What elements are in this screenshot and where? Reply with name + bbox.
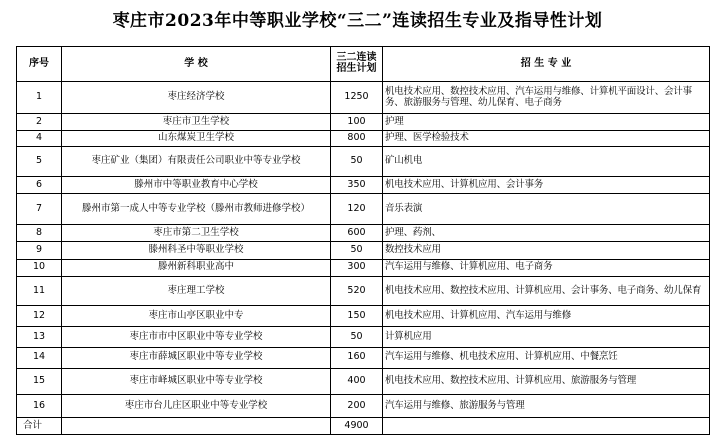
table-row — [17, 194, 710, 224]
table-row — [17, 242, 710, 259]
school-name: 滕州市第一成人中等专业学校（滕州市教师进修学校） — [62, 194, 331, 224]
row-number: 8 — [17, 224, 62, 241]
total-school-empty — [62, 417, 331, 434]
school-name: 枣庄市市中区职业中等专业学校 — [62, 326, 331, 347]
table-row — [17, 177, 710, 194]
school-name: 滕州科圣中等职业学校 — [62, 242, 331, 259]
plan-count: 100 — [331, 114, 383, 130]
majors-list: 汽车运用与维修、机电技术应用、计算机应用、中餐烹饪 — [383, 347, 710, 368]
school-name: 枣庄市第二卫生学校 — [62, 224, 331, 241]
table-row — [17, 305, 710, 326]
school-name: 枣庄矿业（集团）有限责任公司职业中等专业学校 — [62, 146, 331, 176]
plan-count: 520 — [331, 276, 383, 305]
school-name: 枣庄市薛城区职业中等专业学校 — [62, 347, 331, 368]
plan-count: 200 — [331, 395, 383, 417]
row-number: 4 — [17, 130, 62, 146]
majors-list: 音乐表演 — [383, 194, 710, 224]
header-no: 序号 — [17, 47, 62, 82]
majors-list: 机电技术应用、数控技术应用、计算机应用、会计事务、电子商务、幼儿保育 — [383, 276, 710, 305]
row-number: 16 — [17, 395, 62, 417]
header-school: 学 校 — [62, 47, 331, 82]
plan-count: 800 — [331, 130, 383, 146]
table-row — [17, 130, 710, 146]
school-name: 滕州新科职业高中 — [62, 259, 331, 276]
row-number: 15 — [17, 368, 62, 395]
table-row — [17, 326, 710, 347]
school-name: 枣庄理工学校 — [62, 276, 331, 305]
row-number: 13 — [17, 326, 62, 347]
table-row — [17, 347, 710, 368]
row-number: 14 — [17, 347, 62, 368]
row-number: 1 — [17, 81, 62, 114]
school-name: 枣庄市峄城区职业中等专业学校 — [62, 368, 331, 395]
table-row — [17, 395, 710, 417]
school-name: 滕州市中等职业教育中心学校 — [62, 177, 331, 194]
plan-count: 50 — [331, 242, 383, 259]
total-label: 合计 — [17, 417, 62, 434]
majors-list: 矿山机电 — [383, 146, 710, 176]
total-majors-empty — [383, 417, 710, 434]
plan-count: 160 — [331, 347, 383, 368]
header-majors: 招 生 专 业 — [383, 47, 710, 82]
majors-list: 护理、医学检验技术 — [383, 130, 710, 146]
school-name: 枣庄市台儿庄区职业中等专业学校 — [62, 395, 331, 417]
row-number: 5 — [17, 146, 62, 176]
school-name: 枣庄市山亭区职业中专 — [62, 305, 331, 326]
total-row — [17, 417, 710, 434]
plan-count: 300 — [331, 259, 383, 276]
school-name: 枣庄市卫生学校 — [62, 114, 331, 130]
plan-count: 400 — [331, 368, 383, 395]
table-row — [17, 224, 710, 241]
majors-list: 汽车运用与维修、计算机应用、电子商务 — [383, 259, 710, 276]
table-row — [17, 81, 710, 114]
document-title: 枣庄市2023年中等职业学校“三二”连读招生专业及指导性计划 — [112, 11, 603, 31]
majors-list: 护理、药剂、 — [383, 224, 710, 241]
table-row — [17, 276, 710, 305]
table-header-row — [17, 47, 710, 82]
row-number: 9 — [17, 242, 62, 259]
row-number: 7 — [17, 194, 62, 224]
majors-list: 护理 — [383, 114, 710, 130]
table-row — [17, 114, 710, 130]
plan-count: 350 — [331, 177, 383, 194]
row-number: 6 — [17, 177, 62, 194]
school-name: 枣庄经济学校 — [62, 81, 331, 114]
plan-count: 150 — [331, 305, 383, 326]
row-number: 12 — [17, 305, 62, 326]
table-row — [17, 368, 710, 395]
majors-list: 数控技术应用 — [383, 242, 710, 259]
table-row — [17, 259, 710, 276]
plan-count: 50 — [331, 146, 383, 176]
plan-count: 120 — [331, 194, 383, 224]
majors-list: 汽车运用与维修、旅游服务与管理 — [383, 395, 710, 417]
majors-list: 机电技术应用、数控技术应用、汽车运用与维修、计算机平面设计、会计事务、旅游服务与管理、幼儿保育、电子商务 — [383, 81, 710, 114]
plan-count: 600 — [331, 224, 383, 241]
row-number: 10 — [17, 259, 62, 276]
table-row — [17, 146, 710, 176]
total-plan: 4900 — [331, 417, 383, 434]
enrollment-plan-table — [16, 46, 710, 435]
majors-list: 机电技术应用、计算机应用、会计事务 — [383, 177, 710, 194]
majors-list: 机电技术应用、数控技术应用、计算机应用、旅游服务与管理 — [383, 368, 710, 395]
plan-count: 50 — [331, 326, 383, 347]
header-plan: 三二连读招生计划 — [331, 47, 383, 82]
row-number: 2 — [17, 114, 62, 130]
majors-list: 机电技术应用、计算机应用、汽车运用与维修 — [383, 305, 710, 326]
school-name: 山东煤炭卫生学校 — [62, 130, 331, 146]
plan-count: 1250 — [331, 81, 383, 114]
majors-list: 计算机应用 — [383, 326, 710, 347]
row-number: 11 — [17, 276, 62, 305]
